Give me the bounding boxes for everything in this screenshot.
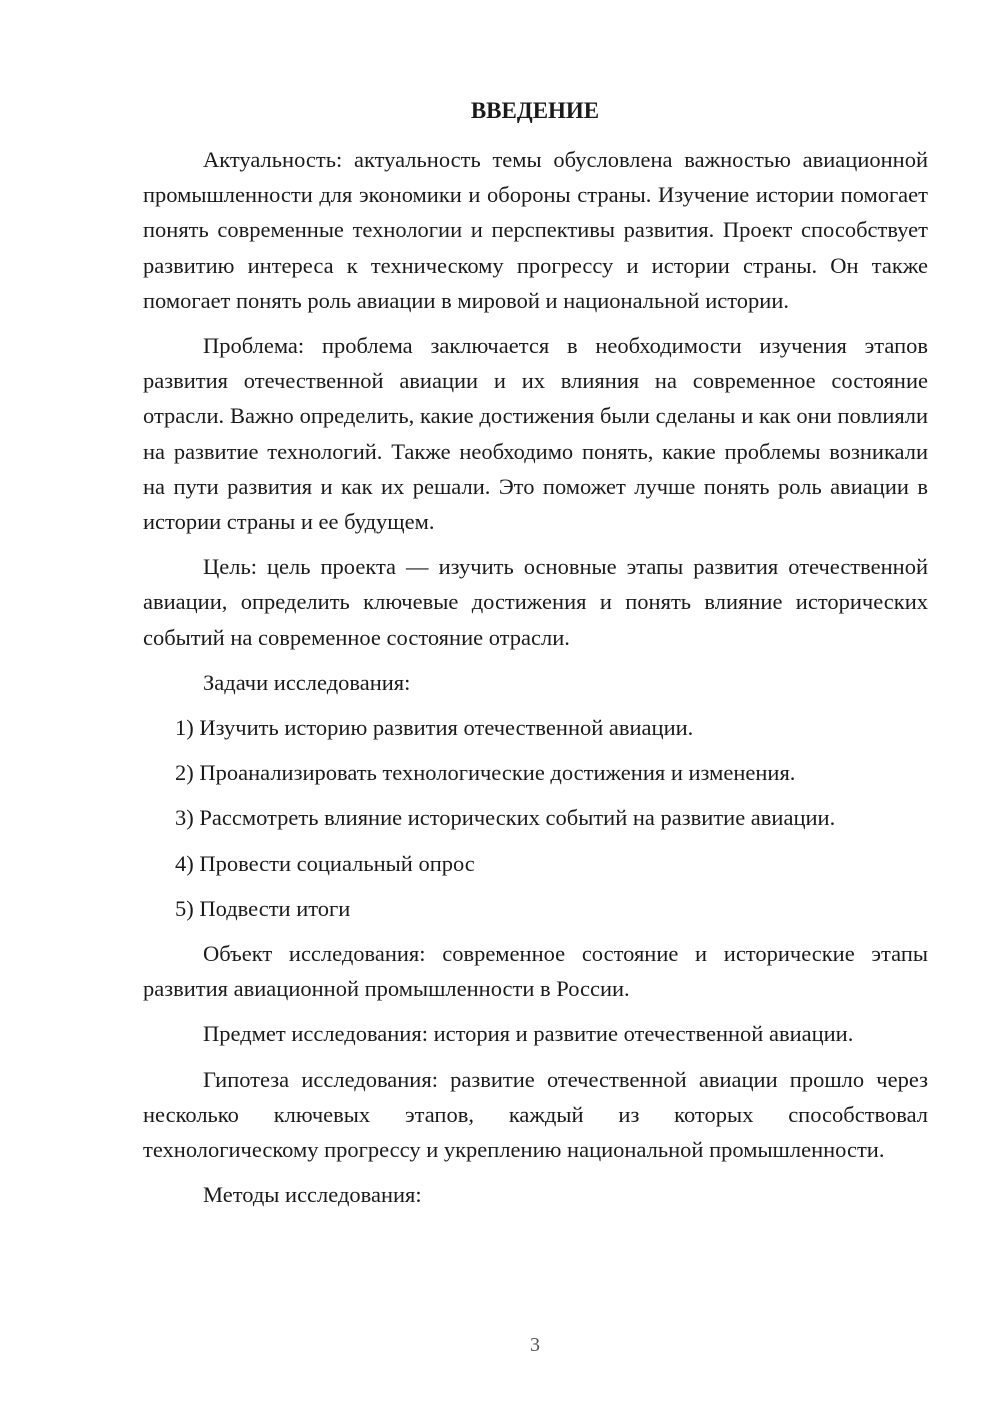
list-item: 2) Проанализировать технологические достижения и изменения. (175, 760, 796, 786)
paragraph-object: Объект исследования: современное состояние и исторические этапы развития авиационной промышленности в России. (143, 941, 928, 1002)
paragraph-relevance: Актуальность: актуальность темы обусловлена важностью авиационной промышленности для экономики и обороны страны. Изучение истории помогает понять современные технологии и перспективы развития. Проект способствует развитию интереса к техническому прогрессу и истории страны. Он также помогает понять роль авиации в мировой и национальной истории. (143, 147, 928, 313)
paragraph-goal: Цель: цель проекта — изучить основные этапы развития отечественной авиации, определить ключевые достижения и понять влияние исторических событий на современное состояние отрасли. (143, 554, 928, 650)
paragraph-hypothesis: Гипотеза исследования: развитие отечественной авиации прошло через несколько ключевых этапов, каждый из которых способствовал технологическому прогрессу и укреплению национальной промышленности. (143, 1066, 928, 1163)
list-item: 3) Рассмотреть влияние исторических событий на развитие авиации. (175, 805, 836, 831)
paragraph-methods-title: Методы исследования: (203, 1182, 422, 1208)
list-item: 4) Провести социальный опрос (175, 850, 475, 876)
list-item: 1) Изучить историю развития отечественной авиации. (175, 715, 694, 741)
list-item: 5) Подвести итоги (175, 895, 351, 921)
paragraph-problem: Проблема: проблема заключается в необходимости изучения этапов развития отечественной авиации и их влияния на современное состояние отрасли. Важно определить, какие достижения были сделаны и как они повлияли на развитие технологий. Также необходимо понять, какие проблемы возникали на пути развития и как их решали. Это поможет лучше понять роль авиации в истории страны и ее будущем. (143, 333, 928, 535)
tasks-list (143, 710, 928, 926)
page-number: 3 (530, 1334, 540, 1356)
paragraph-tasks-title: Задачи исследования: (203, 669, 411, 695)
document-body (143, 142, 928, 1222)
paragraph-subject: Предмет исследования: история и развитие отечественной авиации. (203, 1021, 854, 1047)
page-title: ВВЕДЕНИЕ (470, 98, 600, 123)
